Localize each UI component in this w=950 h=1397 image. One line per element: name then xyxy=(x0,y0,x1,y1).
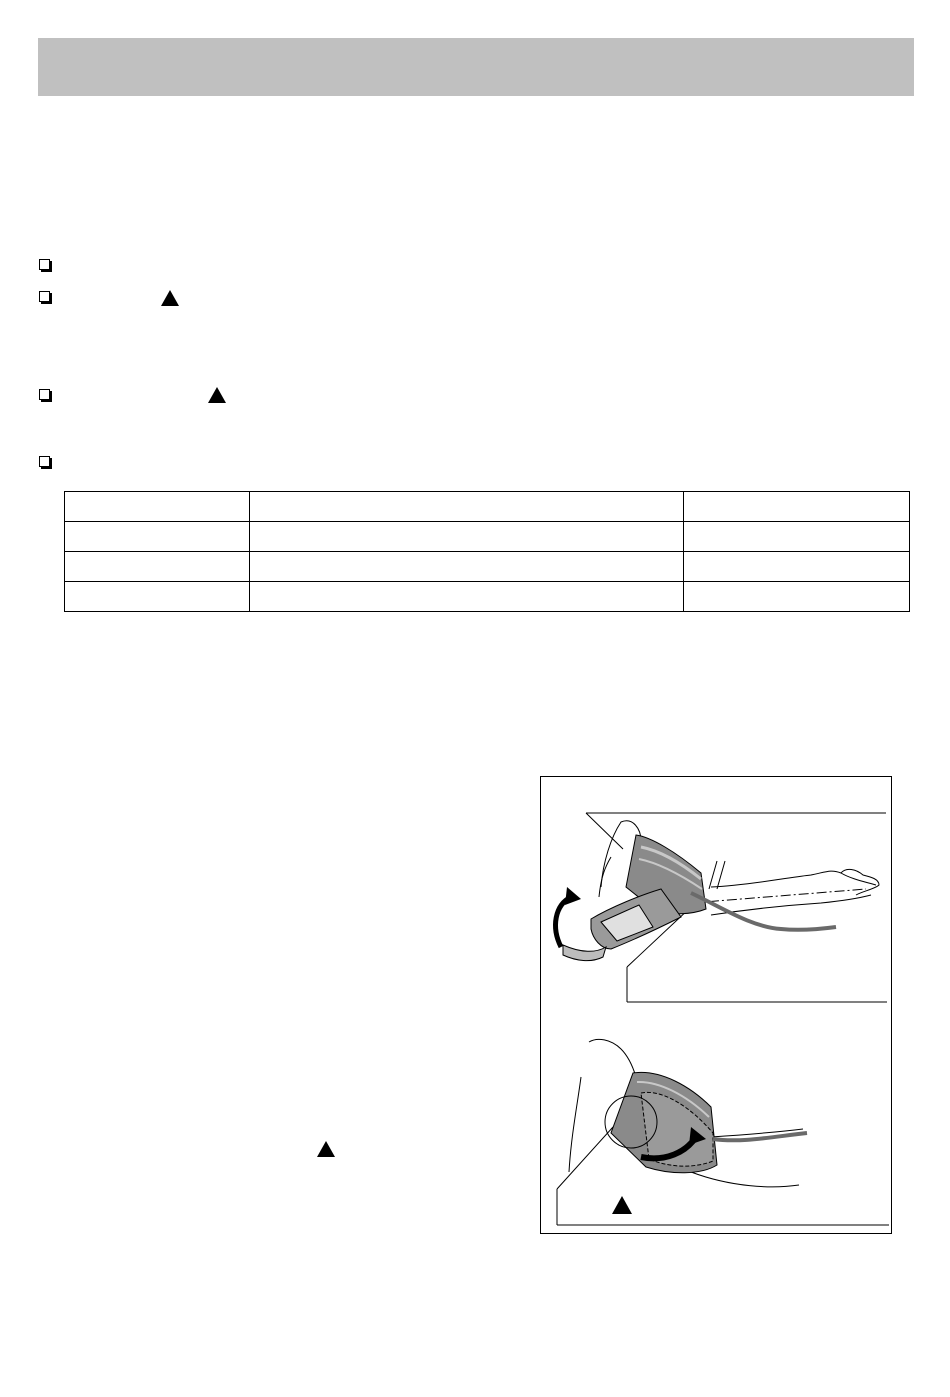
table-cell xyxy=(250,492,684,522)
table-cell xyxy=(684,582,910,612)
checkbox-icon xyxy=(39,259,50,270)
table-cell xyxy=(65,522,250,552)
table-row xyxy=(65,522,910,552)
table-row xyxy=(65,582,910,612)
table-cell xyxy=(684,552,910,582)
checkbox-icon xyxy=(39,456,50,467)
cuff-size-table xyxy=(64,491,910,612)
table-cell xyxy=(65,552,250,582)
table-cell xyxy=(684,492,910,522)
table-cell xyxy=(65,582,250,612)
warning-triangle-icon xyxy=(160,289,180,307)
table-row xyxy=(65,552,910,582)
warning-triangle-icon xyxy=(316,1140,336,1158)
table-cell xyxy=(250,522,684,552)
checkbox-icon xyxy=(39,291,50,302)
checkbox-icon xyxy=(39,389,50,400)
table-cell xyxy=(250,582,684,612)
table-cell xyxy=(684,522,910,552)
table-cell xyxy=(65,492,250,522)
section-header-bar xyxy=(38,38,914,96)
warning-triangle-icon xyxy=(207,386,227,404)
cuff-application-figure xyxy=(540,776,892,1234)
table-cell xyxy=(250,552,684,582)
warning-triangle-icon xyxy=(611,1195,633,1215)
table-row xyxy=(65,492,910,522)
arm-cuff-illustration xyxy=(541,777,893,1235)
